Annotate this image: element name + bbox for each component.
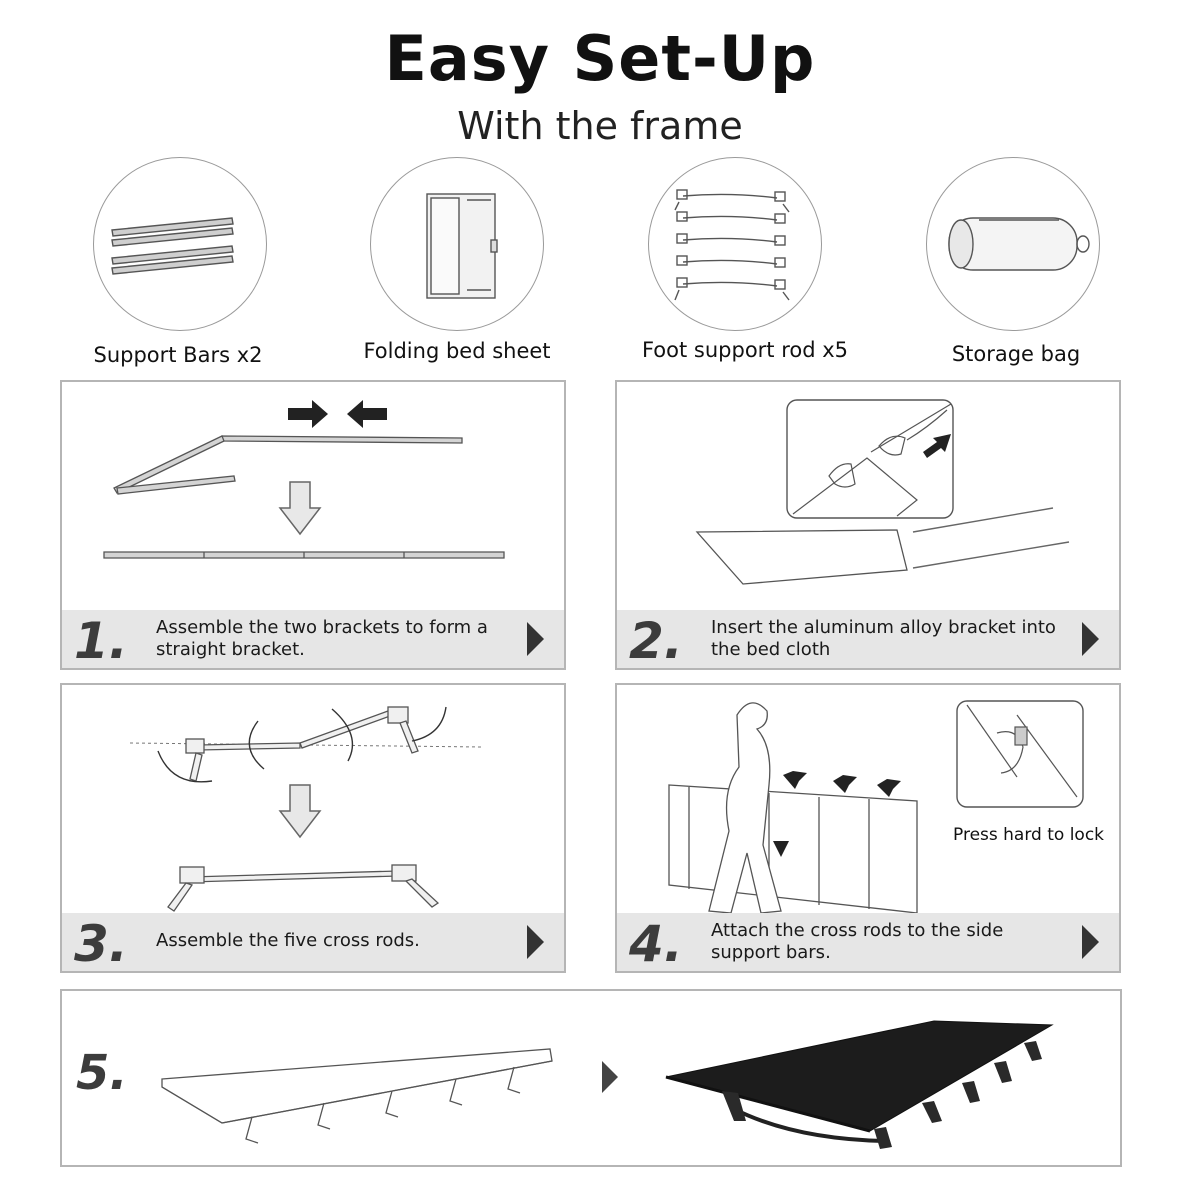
part-label-bed-sheet: Folding bed sheet [363,339,551,363]
step-2-panel [615,380,1121,670]
step-3-panel [60,683,566,973]
step-2-number: 2. [629,612,683,670]
part-label-storage-bag: Storage bag [951,342,1081,366]
storage-bag-icon [926,157,1100,331]
page-title: Easy Set-Up [384,22,816,95]
page-subtitle: With the frame [457,104,743,148]
play-arrow-icon [527,622,544,656]
step-2-caption [617,610,1119,668]
step-1-number: 1. [74,612,128,670]
part-label-foot-rods: Foot support rod x5 [641,338,849,362]
part-label-support-bars: Support Bars x2 [93,343,263,367]
step-3-caption [62,913,564,971]
step-5-number: 5. [76,1045,128,1101]
step-5-illustration [62,991,1120,1165]
step-3-text: Assemble the five cross rods. [156,930,420,951]
bed-sheet-icon [370,157,544,331]
step-1-panel [60,380,566,670]
step-1-illustration [62,382,564,612]
play-arrow-icon [1082,622,1099,656]
step-4-number: 4. [629,915,683,973]
step-4-text: Attach the cross rods to the side support bars. [711,920,1004,963]
support-bars-icon [93,157,267,331]
step-3-illustration [62,685,564,915]
step-2-illustration [617,382,1119,612]
step-4-inset-label: Press hard to lock [953,825,1105,845]
step-5-panel [60,989,1122,1167]
play-arrow-icon [1082,925,1099,959]
step-1-text: Assemble the two brackets to form a straight bracket. [156,617,488,660]
step-2-text: Insert the aluminum alloy bracket into the bed cloth [711,617,1056,660]
foot-rods-icon [648,157,822,331]
step-3-number: 3. [74,915,128,973]
step-1-caption [62,610,564,668]
step-4-panel [615,683,1121,973]
step-4-caption [617,913,1119,971]
play-arrow-icon [527,925,544,959]
step-4-illustration [617,685,1119,915]
